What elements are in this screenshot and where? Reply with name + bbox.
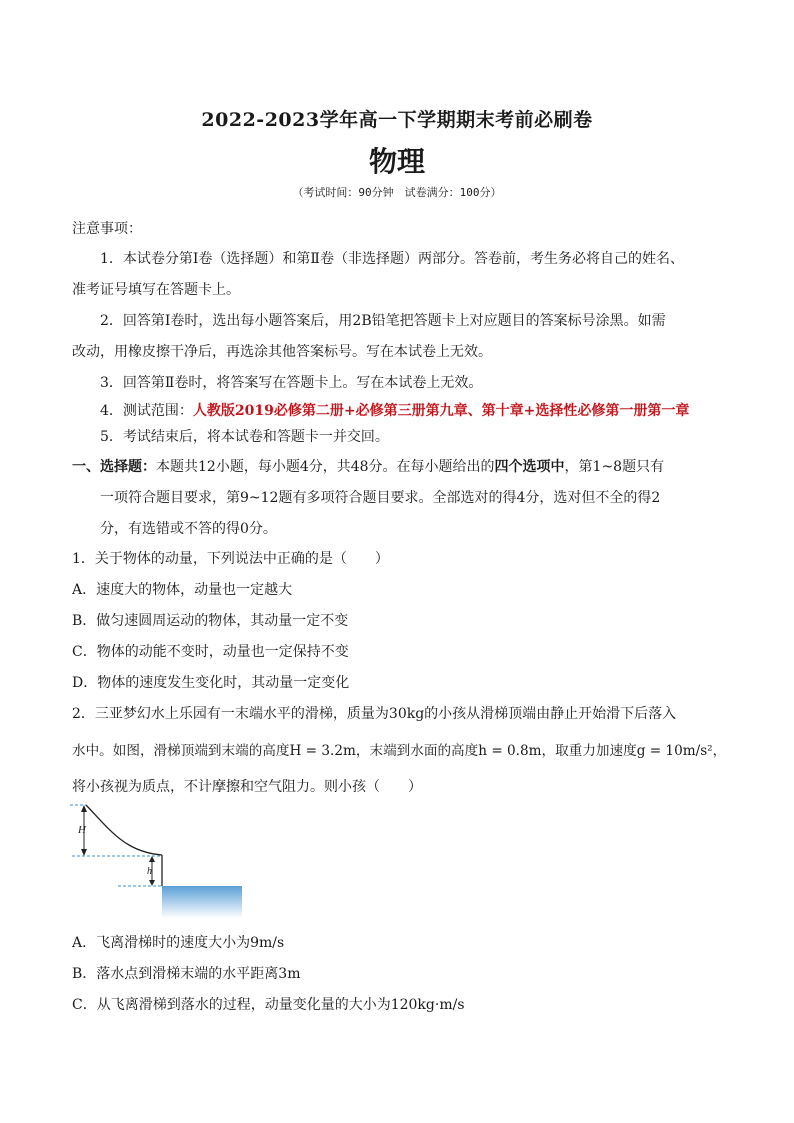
subject-title: 物理 (368, 145, 425, 178)
question-2-stem-line-2: 水中。如图，滑梯顶端到末端的高度H = 3.2m，末端到水面的高度h = 0.8m，取重力加速度g = 10m/s²， (72, 743, 727, 759)
question-1-option-d: D．物体的速度发生变化时，其动量一定变化 (72, 675, 350, 691)
exam-info: （考试时间：90分钟 试卷满分：100分） (292, 186, 502, 199)
note-4-scope: 人教版2019必修第二册+必修第三册第九章、第十章+选择性必修第一册第一章 (192, 403, 690, 419)
section-1-heading: 一、选择题： (72, 459, 156, 475)
question-2-option-a: A．飞离滑梯时的速度大小为9m/s (72, 935, 285, 951)
question-1-option-b: B．做匀速圆周运动的物体，其动量一定不变 (72, 613, 349, 629)
label-H: H (78, 824, 86, 836)
note-3: 3．回答第Ⅱ卷时，将答案写在答题卡上。写在本试卷上无效。 (100, 375, 483, 391)
slide-diagram (70, 800, 250, 920)
section-1-text-c: ，第1~8题只有 (564, 459, 665, 475)
label-h: h (147, 866, 152, 877)
note-1-line-2: 准考证号填写在答题卡上。 (72, 282, 240, 298)
note-2-line-2: 改动，用橡皮擦干净后，再选涂其他答案标号。写在本试卷上无效。 (72, 344, 492, 360)
note-5: 5．考试结束后，将本试卷和答题卡一并交回。 (100, 429, 389, 445)
section-1-instructions-line-1 (72, 456, 664, 476)
question-1-option-c: C．物体的动能不变时，动量也一定保持不变 (72, 644, 349, 660)
note-1-line-1: 1．本试卷分第Ⅰ卷（选择题）和第Ⅱ卷（非选择题）两部分。答卷前，考生务必将自己的姓名、 (100, 251, 684, 267)
note-2-line-1: 2．回答第Ⅰ卷时，选出每小题答案后，用2B铅笔把答题卡上对应题目的答案标号涂黑。如需 (100, 313, 666, 329)
note-4 (100, 400, 689, 420)
notes-heading: 注意事项： (72, 221, 142, 237)
question-1-option-a: A．速度大的物体，动量也一定越大 (72, 582, 293, 598)
question-2-option-b: B．落水点到滑梯末端的水平距离3m (72, 966, 301, 982)
water-surface (162, 886, 242, 918)
question-1-stem: 1．关于物体的动量，下列说法中正确的是（ ） (72, 551, 389, 567)
question-2-stem-line-3: 将小孩视为质点，不计摩擦和空气阻力。则小孩（ ） (72, 779, 422, 795)
question-2-stem-line-1: 2．三亚梦幻水上乐园有一末端水平的滑梯，质量为30kg的小孩从滑梯顶端由静止开始滑下后落入 (72, 706, 677, 722)
exam-title: 2022-2023学年高一下学期期末考前必刷卷 (201, 109, 593, 131)
slide-curve (86, 805, 162, 855)
section-1-instructions-line-3: 分，有选错或不答的得0分。 (100, 521, 277, 537)
section-1-text-b: 四个选项中 (494, 459, 565, 475)
section-1-instructions-line-2: 一项符合题目要求，第9~12题有多项符合题目要求。全部选对的得4分，选对但不全的得2 (100, 490, 661, 506)
section-1-text-a: 本题共12小题，每小题4分，共48分。在每小题给出的 (156, 459, 495, 475)
question-2-option-c: C．从飞离滑梯到落水的过程，动量变化量的大小为120kg·m/s (72, 997, 465, 1013)
note-4-prefix: 4．测试范围： (100, 403, 193, 419)
